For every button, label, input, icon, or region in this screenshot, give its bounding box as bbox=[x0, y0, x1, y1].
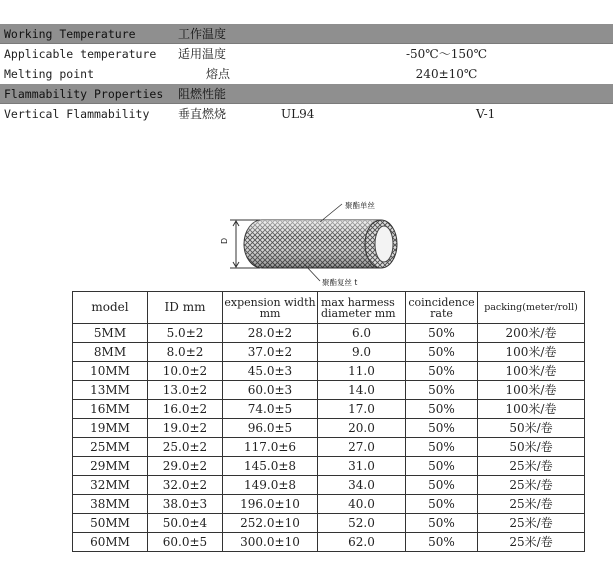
cell-coincidence-rate: 50% bbox=[406, 514, 478, 533]
header-line: rate bbox=[430, 306, 453, 320]
cell-expension-width: 117.0±6 bbox=[223, 438, 318, 457]
cell-coincidence-rate: 50% bbox=[406, 419, 478, 438]
header-max-harness-diameter bbox=[318, 292, 406, 324]
spec-value: V-1 bbox=[476, 107, 496, 121]
size-table bbox=[72, 291, 585, 552]
table-row bbox=[73, 362, 585, 381]
cell-max-harness-diameter: 9.0 bbox=[318, 343, 406, 362]
spec-label-en: Melting point bbox=[4, 67, 95, 81]
cell-max-harness-diameter: 62.0 bbox=[318, 533, 406, 552]
cell-packing: 25米/卷 bbox=[478, 476, 585, 495]
cell-packing: 100米/卷 bbox=[478, 400, 585, 419]
sleeve-body bbox=[244, 220, 397, 268]
header-line: expension width bbox=[224, 295, 316, 309]
table-row bbox=[73, 419, 585, 438]
cell-expension-width: 74.0±5 bbox=[223, 400, 318, 419]
cell-packing: 100米/卷 bbox=[478, 381, 585, 400]
cell-coincidence-rate: 50% bbox=[406, 400, 478, 419]
cell-max-harness-diameter: 31.0 bbox=[318, 457, 406, 476]
cell-expension-width: 149.0±8 bbox=[223, 476, 318, 495]
cell-max-harness-diameter: 17.0 bbox=[318, 400, 406, 419]
cell-expension-width: 28.0±2 bbox=[223, 324, 318, 343]
cell-id: 10.0±2 bbox=[148, 362, 223, 381]
cell-packing: 25米/卷 bbox=[478, 457, 585, 476]
cell-id: 50.0±4 bbox=[148, 514, 223, 533]
cell-id: 8.0±2 bbox=[148, 343, 223, 362]
header-line: coincidence bbox=[408, 295, 475, 309]
leader-line-top bbox=[320, 204, 342, 222]
table-row bbox=[73, 438, 585, 457]
cell-id: 13.0±2 bbox=[148, 381, 223, 400]
spec-label-cn: 熔点 bbox=[205, 67, 230, 81]
cell-id: 29.0±2 bbox=[148, 457, 223, 476]
cell-model: 29MM bbox=[73, 457, 148, 476]
cell-expension-width: 96.0±5 bbox=[223, 419, 318, 438]
cell-expension-width: 45.0±3 bbox=[223, 362, 318, 381]
cell-coincidence-rate: 50% bbox=[406, 324, 478, 343]
spec-standard: UL94 bbox=[281, 107, 315, 121]
cell-coincidence-rate: 50% bbox=[406, 381, 478, 400]
cell-max-harness-diameter: 6.0 bbox=[318, 324, 406, 343]
table-row bbox=[73, 324, 585, 343]
table-row bbox=[73, 343, 585, 362]
cell-max-harness-diameter: 34.0 bbox=[318, 476, 406, 495]
label-polyester-multifilament: 聚酯复丝 t bbox=[322, 278, 358, 287]
table-row bbox=[73, 514, 585, 533]
cell-max-harness-diameter: 27.0 bbox=[318, 438, 406, 457]
cell-coincidence-rate: 50% bbox=[406, 476, 478, 495]
cell-id: 25.0±2 bbox=[148, 438, 223, 457]
cell-max-harness-diameter: 40.0 bbox=[318, 495, 406, 514]
spec-value: -50℃～150℃ bbox=[405, 47, 488, 61]
cell-model: 38MM bbox=[73, 495, 148, 514]
spec-label-cn: 适用温度 bbox=[178, 47, 227, 61]
dimension-label: D bbox=[220, 237, 229, 244]
spec-value: 240±10℃ bbox=[415, 67, 478, 81]
cell-coincidence-rate: 50% bbox=[406, 362, 478, 381]
cell-expension-width: 300.0±10 bbox=[223, 533, 318, 552]
spec-label-cn: 垂直燃烧 bbox=[178, 107, 227, 121]
cell-max-harness-diameter: 14.0 bbox=[318, 381, 406, 400]
cell-id: 19.0±2 bbox=[148, 419, 223, 438]
header-id: ID mm bbox=[148, 292, 223, 324]
cell-model: 8MM bbox=[73, 343, 148, 362]
cell-coincidence-rate: 50% bbox=[406, 533, 478, 552]
label-polyester-monofilament: 聚酯单丝 bbox=[345, 201, 375, 210]
spec-label-cn: 工作温度 bbox=[178, 27, 227, 41]
header-model: model bbox=[73, 292, 148, 324]
header-coincidence-rate bbox=[406, 292, 478, 324]
header-line: diameter mm bbox=[321, 306, 396, 320]
cell-expension-width: 37.0±2 bbox=[223, 343, 318, 362]
header-expension-width bbox=[223, 292, 318, 324]
cell-model: 19MM bbox=[73, 419, 148, 438]
cell-model: 60MM bbox=[73, 533, 148, 552]
cell-id: 5.0±2 bbox=[148, 324, 223, 343]
cell-coincidence-rate: 50% bbox=[406, 495, 478, 514]
table-header-row bbox=[73, 292, 585, 324]
cell-model: 10MM bbox=[73, 362, 148, 381]
cell-packing: 200米/卷 bbox=[478, 324, 585, 343]
spec-label-cn: 阻燃性能 bbox=[178, 87, 227, 101]
table-row bbox=[73, 400, 585, 419]
cell-model: 16MM bbox=[73, 400, 148, 419]
header-line: mm bbox=[259, 306, 281, 320]
cell-max-harness-diameter: 11.0 bbox=[318, 362, 406, 381]
cell-packing: 25米/卷 bbox=[478, 495, 585, 514]
cell-id: 38.0±3 bbox=[148, 495, 223, 514]
cell-model: 50MM bbox=[73, 514, 148, 533]
table-row bbox=[73, 495, 585, 514]
spec-label-en: Flammability Properties bbox=[4, 87, 164, 101]
cell-id: 60.0±5 bbox=[148, 533, 223, 552]
header-line: max harmess bbox=[321, 295, 395, 309]
table-row bbox=[73, 457, 585, 476]
cell-model: 13MM bbox=[73, 381, 148, 400]
table-row bbox=[73, 381, 585, 400]
header-packing: packing(meter/roll) bbox=[478, 292, 585, 324]
cell-max-harness-diameter: 52.0 bbox=[318, 514, 406, 533]
spec-label-en: Working Temperature bbox=[4, 27, 136, 41]
spec-label-en: Applicable temperature bbox=[4, 47, 157, 61]
cell-expension-width: 145.0±8 bbox=[223, 457, 318, 476]
cell-id: 16.0±2 bbox=[148, 400, 223, 419]
cell-coincidence-rate: 50% bbox=[406, 457, 478, 476]
cell-expension-width: 60.0±3 bbox=[223, 381, 318, 400]
cell-packing: 100米/卷 bbox=[478, 343, 585, 362]
cell-packing: 50米/卷 bbox=[478, 419, 585, 438]
cell-max-harness-diameter: 20.0 bbox=[318, 419, 406, 438]
cell-model: 25MM bbox=[73, 438, 148, 457]
cell-expension-width: 252.0±10 bbox=[223, 514, 318, 533]
cell-packing: 50米/卷 bbox=[478, 438, 585, 457]
cell-id: 32.0±2 bbox=[148, 476, 223, 495]
cell-coincidence-rate: 50% bbox=[406, 343, 478, 362]
spec-label-en: Vertical Flammability bbox=[4, 107, 150, 121]
cell-model: 5MM bbox=[73, 324, 148, 343]
table-row bbox=[73, 476, 585, 495]
cell-coincidence-rate: 50% bbox=[406, 438, 478, 457]
cell-packing: 100米/卷 bbox=[478, 362, 585, 381]
table-row bbox=[73, 533, 585, 552]
cell-model: 32MM bbox=[73, 476, 148, 495]
cell-expension-width: 196.0±10 bbox=[223, 495, 318, 514]
cell-packing: 25米/卷 bbox=[478, 514, 585, 533]
cell-packing: 25米/卷 bbox=[478, 533, 585, 552]
